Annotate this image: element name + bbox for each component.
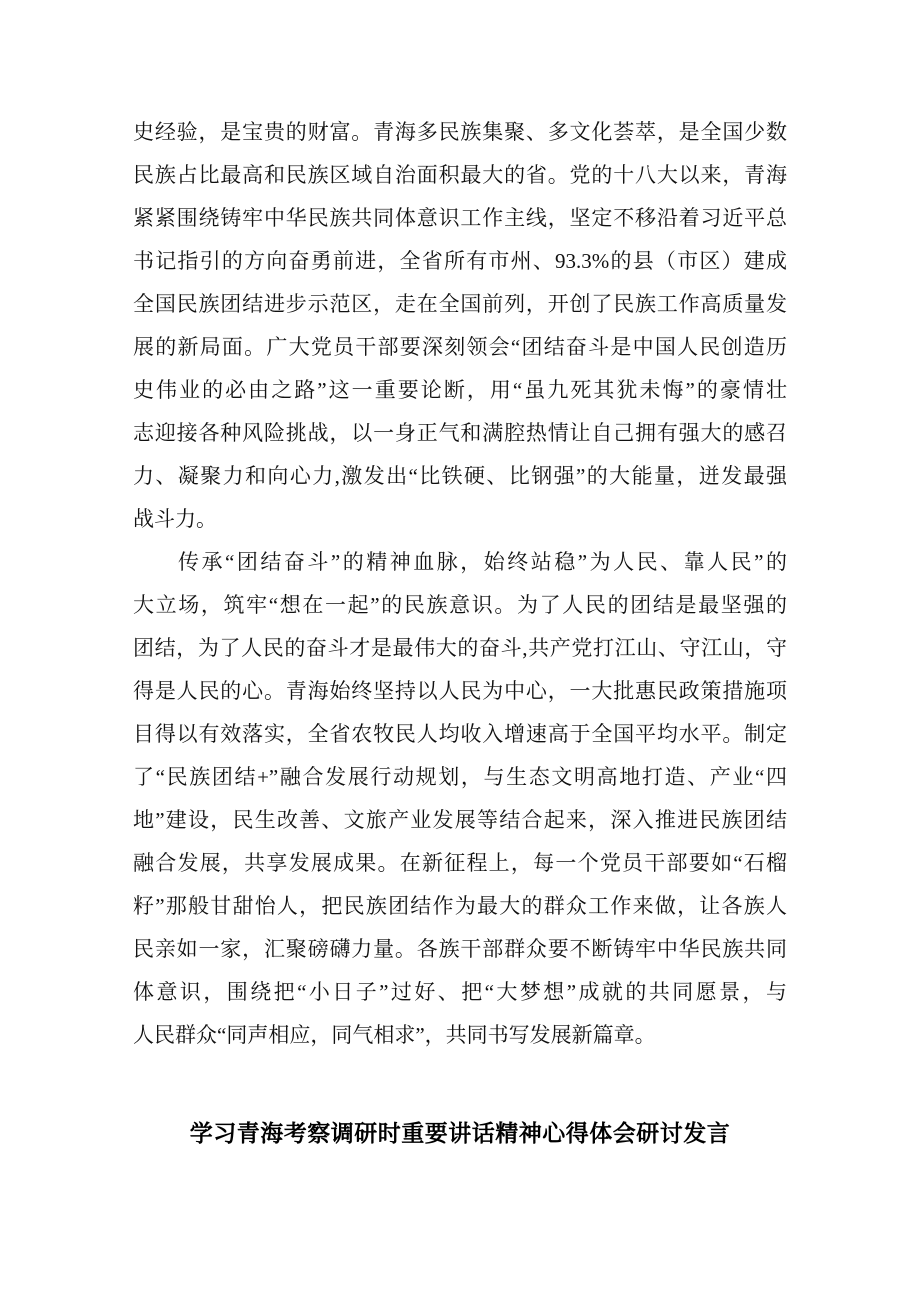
body-line: 民族占比最高和民族区域自治面积最大的省。党的十八大以来，青海: [133, 163, 787, 187]
body-line: 史伟业的必由之路”这一重要论断，用“虽九死其犹未悔”的豪情壮: [133, 378, 787, 402]
body-line: 大立场，筑牢“想在一起”的民族意识。为了人民的团结是最坚强的: [133, 593, 787, 617]
body-line: 志迎接各种风险挑战，以一身正气和满腔热情让自己拥有强大的感召: [133, 421, 787, 445]
body-line: 融合发展，共享发展成果。在新征程上，每一个党员干部要如“石榴: [133, 851, 787, 875]
body-line: 战斗力。: [133, 507, 217, 531]
body-line: 史经验，是宝贵的财富。青海多民族集聚、多文化荟萃，是全国少数: [133, 120, 787, 144]
body-line: 民亲如一家，汇聚磅礴力量。各族干部群众要不断铸牢中华民族共同: [133, 937, 787, 961]
body-line: 展的新局面。广大党员干部要深刻领会“团结奋斗是中国人民创造历: [133, 335, 787, 359]
body-line: 体意识，围绕把“小日子”过好、把“大梦想”成就的共同愿景，与: [133, 980, 787, 1004]
body-line: 地”建设，民生改善、文旅产业发展等结合起来，深入推进民族团结: [133, 808, 787, 832]
body-line: 紧紧围绕铸牢中华民族共同体意识工作主线，坚定不移沿着习近平总: [133, 206, 787, 230]
body-line: 书记指引的方向奋勇前进，全省所有市州、93.3%的县（市区）建成: [133, 249, 787, 273]
body-line: 传承“团结奋斗”的精神血脉，始终站稳”为人民、靠人民”的: [178, 550, 787, 574]
section-title: 学习青海考察调研时重要讲话精神心得体会研讨发言: [189, 1120, 731, 1146]
body-line: 籽”那般甘甜怡人，把民族团结作为最大的群众工作来做，让各族人: [133, 894, 787, 918]
body-line: 全国民族团结进步示范区，走在全国前列，开创了民族工作高质量发: [133, 292, 787, 316]
body-line: 了“民族团结+”融合发展行动规划，与生态文明高地打造、产业“四: [133, 765, 787, 789]
document-body: [133, 111, 787, 1057]
body-line: 团结，为了人民的奋斗才是最伟大的奋斗,共产党打江山、守江山，守: [133, 636, 787, 660]
body-line: 目得以有效落实，全省农牧民人均收入增速高于全国平均水平。制定: [133, 722, 787, 746]
body-line: 人民群众“同声相应，同气相求”，共同书写发展新篇章。: [133, 1023, 656, 1047]
body-line: 力、凝聚力和向心力,激发出“比铁硬、比钢强”的大能量，迸发最强: [133, 464, 787, 488]
body-line: 得是人民的心。青海始终坚持以人民为中心，一大批惠民政策措施项: [133, 679, 787, 703]
